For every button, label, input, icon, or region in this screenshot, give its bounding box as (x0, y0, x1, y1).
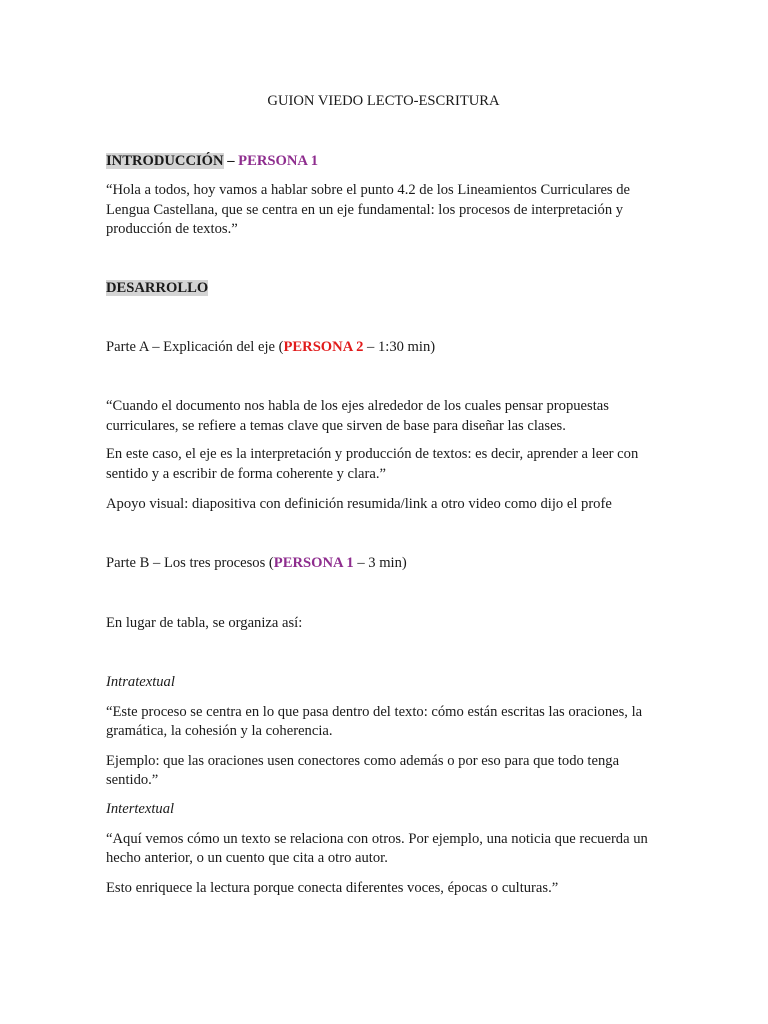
intratextual-ejemplo-line-2: sentido.” (106, 772, 159, 788)
desarrollo-heading-line (106, 279, 661, 299)
intro-heading: INTRODUCCIÓN (106, 153, 224, 169)
parte-b-prefix: Parte B – Los tres procesos ( (106, 555, 274, 571)
intertextual-label: Intertextual (106, 801, 175, 817)
parte-a-quote-line-2: curriculares, se refiere a temas clave que sirven de base para diseñar las clases. (106, 418, 566, 434)
intro-heading-line (106, 152, 661, 172)
parte-a-para2-line-1: En este caso, el eje es la interpretación y producción de textos: es decir, aprender a leer con (106, 446, 639, 462)
intratextual-line-2: gramática, la cohesión y la coherencia. (106, 723, 333, 739)
parte-a-para2-line-2: sentido y a escribir de forma coherente y clara.” (106, 466, 386, 482)
document-title: GUION VIEDO LECTO-ESCRITURA (267, 93, 500, 109)
intro-text-line-1: “Hola a todos, hoy vamos a hablar sobre el punto 4.2 de los Lineamientos Curriculares de (106, 182, 631, 198)
parte-b-organiza: En lugar de tabla, se organiza así: (106, 615, 303, 631)
parte-b-speaker: PERSONA 1 (273, 555, 354, 571)
parte-a-quote-line-1: “Cuando el documento nos habla de los ejes alrededor de los cuales pensar propuestas (106, 398, 609, 414)
parte-a-prefix: Parte A – Explicación del eje ( (106, 339, 284, 355)
parte-b-suffix: – 3 min) (353, 555, 407, 571)
parte-a-apoyo-visual: Apoyo visual: diapositiva con definición resumida/link a otro video como dijo el profe (106, 496, 612, 512)
parte-a-suffix: – 1:30 min) (363, 339, 436, 355)
parte-a-heading (106, 338, 661, 358)
parte-b-heading (106, 554, 661, 574)
intratextual-label: Intratextual (106, 674, 175, 690)
desarrollo-heading: DESARROLLO (106, 280, 209, 296)
intratextual-line-1: “Este proceso se centra en lo que pasa dentro del texto: cómo están escritas las oraciones, la (106, 704, 643, 720)
intro-dash: – (223, 153, 239, 169)
parte-a-speaker: PERSONA 2 (283, 339, 364, 355)
intro-speaker: PERSONA 1 (238, 153, 319, 169)
intratextual-ejemplo-line-1: Ejemplo: que las oraciones usen conectores como además o por eso para que todo tenga (106, 753, 620, 769)
document-page (106, 0, 661, 1024)
intro-text-line-2: Lengua Castellana, que se centra en un eje fundamental: los procesos de interpretación y (106, 202, 624, 218)
intro-text-line-3: producción de textos.” (106, 221, 238, 237)
intertextual-line-1: “Aquí vemos cómo un texto se relaciona con otros. Por ejemplo, una noticia que recuerda un (106, 831, 648, 847)
intertextual-line-3: Esto enriquece la lectura porque conecta diferentes voces, épocas o culturas.” (106, 880, 559, 896)
intertextual-line-2: hecho anterior, o un cuento que cita a otro autor. (106, 850, 388, 866)
